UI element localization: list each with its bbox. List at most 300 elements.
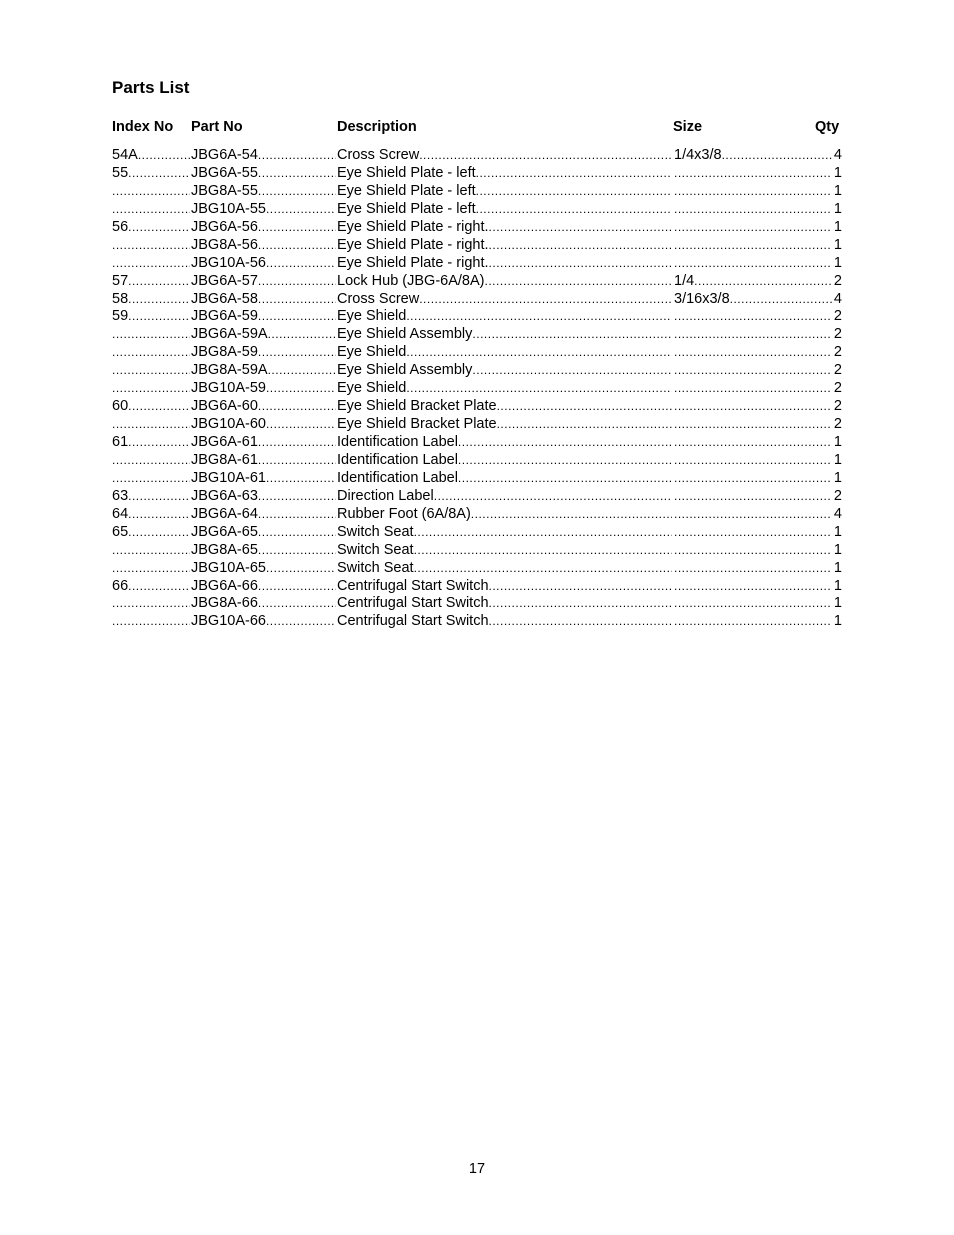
dot-leader xyxy=(674,219,832,237)
size-cell xyxy=(674,344,832,362)
dot-leader xyxy=(674,237,832,255)
description-cell xyxy=(337,201,672,219)
part-number-cell-text: JBG6A-54 xyxy=(191,147,258,163)
table-row xyxy=(112,488,842,506)
description-cell xyxy=(337,183,672,201)
description-cell-text: Switch Seat xyxy=(337,541,414,558)
part-number-cell xyxy=(191,291,336,309)
qty-cell xyxy=(833,201,842,219)
part-number-cell-text: JBG6A-64 xyxy=(191,505,258,522)
dot-leader xyxy=(674,542,832,560)
dot-leader xyxy=(489,255,672,273)
description-cell-text: Eye Shield Plate - left xyxy=(337,182,476,199)
part-number-cell xyxy=(191,326,336,344)
table-row xyxy=(112,506,842,524)
part-number-cell xyxy=(191,308,336,326)
dot-leader xyxy=(112,344,190,362)
size-cell xyxy=(674,273,832,291)
qty-cell-text: 1 xyxy=(833,434,842,450)
dot-leader xyxy=(112,201,190,219)
table-row xyxy=(112,613,842,631)
dot-leader xyxy=(458,434,672,452)
dot-leader xyxy=(258,237,336,255)
description-cell-text: Rubber Foot (6A/8A) xyxy=(337,505,471,522)
table-row xyxy=(112,165,842,183)
table-row xyxy=(112,380,842,398)
size-cell xyxy=(674,308,832,326)
qty-cell-text: 1 xyxy=(833,559,842,576)
table-row xyxy=(112,452,842,470)
dot-leader xyxy=(419,291,672,309)
qty-cell xyxy=(833,506,842,524)
dot-leader xyxy=(266,613,336,631)
dot-leader xyxy=(674,183,832,201)
index-cell xyxy=(112,273,190,291)
qty-cell xyxy=(833,434,842,452)
qty-cell xyxy=(833,595,842,613)
part-number-cell xyxy=(191,255,336,273)
dot-leader xyxy=(266,255,336,273)
table-row xyxy=(112,398,842,416)
size-cell xyxy=(674,362,832,380)
part-number-cell xyxy=(191,578,336,596)
dot-leader xyxy=(414,542,672,560)
dot-leader xyxy=(674,560,832,578)
qty-cell xyxy=(833,326,842,344)
table-row xyxy=(112,344,842,362)
qty-cell xyxy=(833,255,842,273)
dot-leader xyxy=(258,578,336,596)
dot-leader xyxy=(674,416,832,434)
dot-leader xyxy=(128,434,190,452)
index-cell xyxy=(112,416,190,434)
dot-leader xyxy=(674,165,832,183)
dot-leader xyxy=(484,273,672,291)
dot-leader xyxy=(112,613,190,631)
size-cell xyxy=(674,470,832,488)
index-cell xyxy=(112,488,190,506)
index-cell-text: 63 xyxy=(112,487,129,504)
size-cell xyxy=(674,506,832,524)
description-cell-text: Eye Shield Plate - right. xyxy=(337,254,489,271)
dot-leader xyxy=(489,595,672,613)
dot-leader xyxy=(674,578,832,596)
size-cell xyxy=(674,165,832,183)
dot-leader xyxy=(128,291,190,309)
size-cell xyxy=(674,291,832,309)
dot-leader xyxy=(674,613,832,631)
page-number: 17 xyxy=(468,1161,486,1177)
table-row xyxy=(112,147,842,165)
description-cell xyxy=(337,291,672,309)
dot-leader xyxy=(258,291,336,309)
part-number-cell xyxy=(191,344,336,362)
index-cell-text: 65 xyxy=(112,523,129,540)
description-cell xyxy=(337,578,672,596)
page-title: Parts List xyxy=(112,78,190,97)
dot-leader xyxy=(112,595,190,613)
part-number-cell xyxy=(191,434,336,452)
description-cell-text: Eye Shield Assembly xyxy=(337,326,473,343)
size-cell xyxy=(674,542,832,560)
size-cell-text: 3/16x3/8 xyxy=(674,290,730,307)
column-header-index: Index No xyxy=(112,119,174,135)
column-header-size: Size xyxy=(673,119,703,135)
description-cell xyxy=(337,560,672,578)
dot-leader xyxy=(458,470,672,488)
description-cell xyxy=(337,398,672,416)
qty-cell-text: 1 xyxy=(833,182,842,199)
index-cell xyxy=(112,560,190,578)
description-cell-text: Lock Hub (JBG-6A/8A) xyxy=(337,272,485,289)
qty-cell-text: 4 xyxy=(833,147,842,163)
dot-leader xyxy=(476,165,672,183)
dot-leader xyxy=(266,201,336,219)
description-cell xyxy=(337,165,672,183)
dot-leader xyxy=(266,560,336,578)
size-cell xyxy=(674,201,832,219)
part-number-cell-text: JBG8A-65 xyxy=(191,541,258,558)
qty-cell-text: 1 xyxy=(833,218,842,235)
size-cell xyxy=(674,255,832,273)
index-cell xyxy=(112,434,190,452)
dot-leader xyxy=(489,613,672,631)
dot-leader xyxy=(674,452,832,470)
part-number-cell-text: JBG8A-56 xyxy=(191,236,258,253)
part-number-cell-text: JBG6A-60 xyxy=(191,398,258,415)
dot-leader xyxy=(112,452,190,470)
qty-cell xyxy=(833,578,842,596)
size-cell xyxy=(674,147,832,165)
index-cell xyxy=(112,255,190,273)
part-number-cell-text: JBG10A-61 xyxy=(191,469,266,486)
qty-cell xyxy=(833,452,842,470)
size-cell xyxy=(674,398,832,416)
part-number-cell xyxy=(191,380,336,398)
dot-leader xyxy=(730,291,832,309)
description-cell xyxy=(337,506,672,524)
dot-leader xyxy=(674,326,832,344)
qty-cell xyxy=(833,237,842,255)
qty-cell xyxy=(833,524,842,542)
part-number-cell-text: JBG6A-57 xyxy=(191,272,258,289)
dot-leader xyxy=(112,326,190,344)
dot-leader xyxy=(406,308,672,326)
part-number-cell-text: JBG6A-56 xyxy=(191,218,258,235)
dot-leader xyxy=(674,434,832,452)
qty-cell xyxy=(833,219,842,237)
table-row xyxy=(112,362,842,380)
table-row xyxy=(112,291,842,309)
part-number-cell xyxy=(191,183,336,201)
table-row xyxy=(112,416,842,434)
dot-leader xyxy=(434,488,672,506)
description-cell-text: Direction Label xyxy=(337,487,434,504)
index-cell xyxy=(112,219,190,237)
description-cell-text: Eye Shield Plate - right. xyxy=(337,218,489,235)
part-number-cell-text: JBG8A-55 xyxy=(191,182,258,199)
qty-cell xyxy=(833,560,842,578)
table-row xyxy=(112,326,842,344)
part-number-cell xyxy=(191,470,336,488)
description-cell-text: Identification Label xyxy=(337,469,458,486)
dot-leader xyxy=(472,326,672,344)
part-number-cell xyxy=(191,273,336,291)
qty-cell xyxy=(833,291,842,309)
part-number-cell-text: JBG10A-65 xyxy=(191,559,266,576)
dot-leader xyxy=(258,434,336,452)
dot-leader xyxy=(112,470,190,488)
index-cell xyxy=(112,452,190,470)
index-cell-text: 60 xyxy=(112,398,129,415)
size-cell xyxy=(674,237,832,255)
table-row xyxy=(112,434,842,452)
qty-cell-text: 1 xyxy=(833,595,842,612)
table-row xyxy=(112,201,842,219)
part-number-cell-text: JBG10A-55 xyxy=(191,200,266,217)
description-cell xyxy=(337,219,672,237)
dot-leader xyxy=(458,452,672,470)
dot-leader xyxy=(674,470,832,488)
qty-cell-text: 2 xyxy=(833,380,842,397)
table-row xyxy=(112,255,842,273)
dot-leader xyxy=(674,255,832,273)
size-cell xyxy=(674,380,832,398)
table-row xyxy=(112,470,842,488)
table-row xyxy=(112,237,842,255)
description-cell-text: Eye Shield xyxy=(337,308,407,325)
table-row xyxy=(112,308,842,326)
qty-cell-text: 1 xyxy=(833,236,842,253)
qty-cell-text: 2 xyxy=(833,308,842,325)
index-cell xyxy=(112,595,190,613)
qty-cell-text: 2 xyxy=(833,398,842,415)
part-number-cell-text: JBG6A-58 xyxy=(191,290,258,307)
dot-leader xyxy=(258,308,336,326)
dot-leader xyxy=(112,560,190,578)
dot-leader xyxy=(112,542,190,560)
table-row xyxy=(112,219,842,237)
index-cell-text: 59 xyxy=(112,308,129,325)
qty-cell-text: 1 xyxy=(833,200,842,217)
index-cell xyxy=(112,237,190,255)
index-cell xyxy=(112,201,190,219)
index-cell xyxy=(112,470,190,488)
dot-leader xyxy=(489,219,672,237)
part-number-cell xyxy=(191,219,336,237)
dot-leader xyxy=(414,560,672,578)
description-cell-text: Centrifugal Start Switch xyxy=(337,595,489,612)
part-number-cell xyxy=(191,524,336,542)
dot-leader xyxy=(112,362,190,380)
dot-leader xyxy=(406,380,672,398)
part-number-cell xyxy=(191,506,336,524)
qty-cell-text: 2 xyxy=(833,416,842,433)
part-number-cell-text: JBG10A-56 xyxy=(191,254,266,271)
index-cell xyxy=(112,578,190,596)
dot-leader xyxy=(128,506,190,524)
index-cell xyxy=(112,308,190,326)
dot-leader xyxy=(128,524,190,542)
index-cell xyxy=(112,165,190,183)
dot-leader xyxy=(266,416,336,434)
description-cell xyxy=(337,380,672,398)
dot-leader xyxy=(414,524,672,542)
dot-leader xyxy=(472,362,672,380)
part-number-cell xyxy=(191,560,336,578)
dot-leader xyxy=(258,183,336,201)
dot-leader xyxy=(258,452,336,470)
dot-leader xyxy=(258,506,336,524)
dot-leader xyxy=(258,488,336,506)
qty-cell xyxy=(833,488,842,506)
dot-leader xyxy=(128,578,190,596)
part-number-cell-text: JBG6A-63 xyxy=(191,487,258,504)
dot-leader xyxy=(112,416,190,434)
table-row xyxy=(112,542,842,560)
qty-cell xyxy=(833,542,842,560)
part-number-cell-text: JBG8A-59 xyxy=(191,344,258,361)
description-cell xyxy=(337,344,672,362)
size-cell-text: 1/4 xyxy=(674,272,695,289)
qty-cell xyxy=(833,147,842,165)
part-number-cell xyxy=(191,488,336,506)
dot-leader xyxy=(674,201,832,219)
dot-leader xyxy=(112,380,190,398)
index-cell xyxy=(112,398,190,416)
dot-leader xyxy=(674,344,832,362)
qty-cell xyxy=(833,308,842,326)
qty-cell xyxy=(833,416,842,434)
dot-leader xyxy=(128,398,190,416)
index-cell-text: 66 xyxy=(112,577,129,594)
description-cell xyxy=(337,434,672,452)
part-number-cell xyxy=(191,201,336,219)
table-row xyxy=(112,560,842,578)
part-number-cell xyxy=(191,147,336,165)
index-cell xyxy=(112,542,190,560)
index-cell-text: 61 xyxy=(112,434,129,450)
qty-cell-text: 1 xyxy=(833,577,842,594)
index-cell-text: 57 xyxy=(112,272,129,289)
index-cell xyxy=(112,326,190,344)
table-row xyxy=(112,273,842,291)
qty-cell-text: 2 xyxy=(833,362,842,379)
dot-leader xyxy=(128,165,190,183)
dot-leader xyxy=(674,595,832,613)
size-cell xyxy=(674,560,832,578)
qty-cell-text: 2 xyxy=(833,272,842,289)
description-cell xyxy=(337,147,672,165)
description-cell-text: Eye Shield xyxy=(337,344,407,361)
index-cell-text: 56 xyxy=(112,218,129,235)
dot-leader xyxy=(476,201,672,219)
dot-leader xyxy=(489,237,672,255)
dot-leader xyxy=(258,344,336,362)
description-cell xyxy=(337,452,672,470)
qty-cell-text: 4 xyxy=(833,290,842,307)
dot-leader xyxy=(128,273,190,291)
dot-leader xyxy=(128,488,190,506)
qty-cell-text: 2 xyxy=(833,326,842,343)
part-number-cell xyxy=(191,452,336,470)
description-cell xyxy=(337,237,672,255)
size-cell xyxy=(674,434,832,452)
index-cell xyxy=(112,291,190,309)
dot-leader xyxy=(128,219,190,237)
dot-leader xyxy=(258,273,336,291)
part-number-cell-text: JBG6A-65 xyxy=(191,523,258,540)
part-number-cell-text: JBG8A-61 xyxy=(191,451,258,468)
qty-cell-text: 1 xyxy=(833,254,842,271)
dot-leader xyxy=(268,326,336,344)
index-cell xyxy=(112,524,190,542)
description-cell xyxy=(337,488,672,506)
dot-leader xyxy=(258,524,336,542)
description-cell xyxy=(337,416,672,434)
dot-leader xyxy=(138,147,190,165)
dot-leader xyxy=(674,308,832,326)
part-number-cell xyxy=(191,398,336,416)
column-header-part: Part No xyxy=(191,119,243,135)
description-cell xyxy=(337,308,672,326)
part-number-cell-text: JBG10A-66 xyxy=(191,613,266,630)
dot-leader xyxy=(258,219,336,237)
size-cell xyxy=(674,595,832,613)
description-cell xyxy=(337,470,672,488)
dot-leader xyxy=(674,488,832,506)
index-cell xyxy=(112,506,190,524)
index-cell-text: 54A xyxy=(112,147,138,163)
description-cell-text: Identification Label xyxy=(337,434,458,450)
qty-cell xyxy=(833,613,842,631)
description-cell-text: Identification Label xyxy=(337,451,458,468)
dot-leader xyxy=(258,147,336,165)
part-number-cell-text: JBG10A-60 xyxy=(191,416,266,433)
description-cell xyxy=(337,255,672,273)
dot-leader xyxy=(112,183,190,201)
qty-cell-text: 1 xyxy=(833,541,842,558)
size-cell xyxy=(674,488,832,506)
dot-leader xyxy=(258,165,336,183)
qty-cell-text: 1 xyxy=(833,451,842,468)
dot-leader xyxy=(419,147,672,165)
size-cell xyxy=(674,578,832,596)
part-number-cell-text: JBG6A-66 xyxy=(191,577,258,594)
description-cell xyxy=(337,362,672,380)
size-cell xyxy=(674,452,832,470)
dot-leader xyxy=(266,470,336,488)
dot-leader xyxy=(258,595,336,613)
index-cell-text: 58 xyxy=(112,290,129,307)
qty-cell-text: 1 xyxy=(833,613,842,630)
part-number-cell-text: JBG8A-66 xyxy=(191,595,258,612)
qty-cell xyxy=(833,362,842,380)
size-cell xyxy=(674,613,832,631)
description-cell-text: Eye Shield Assembly xyxy=(337,362,473,379)
index-cell-text: 64 xyxy=(112,505,129,522)
dot-leader xyxy=(674,506,832,524)
dot-leader xyxy=(258,542,336,560)
dot-leader xyxy=(476,183,672,201)
parts-table xyxy=(112,147,842,631)
index-cell xyxy=(112,362,190,380)
dot-leader xyxy=(674,362,832,380)
table-row xyxy=(112,524,842,542)
qty-cell xyxy=(833,183,842,201)
dot-leader xyxy=(128,308,190,326)
description-cell-text: Cross Screw xyxy=(337,290,420,307)
